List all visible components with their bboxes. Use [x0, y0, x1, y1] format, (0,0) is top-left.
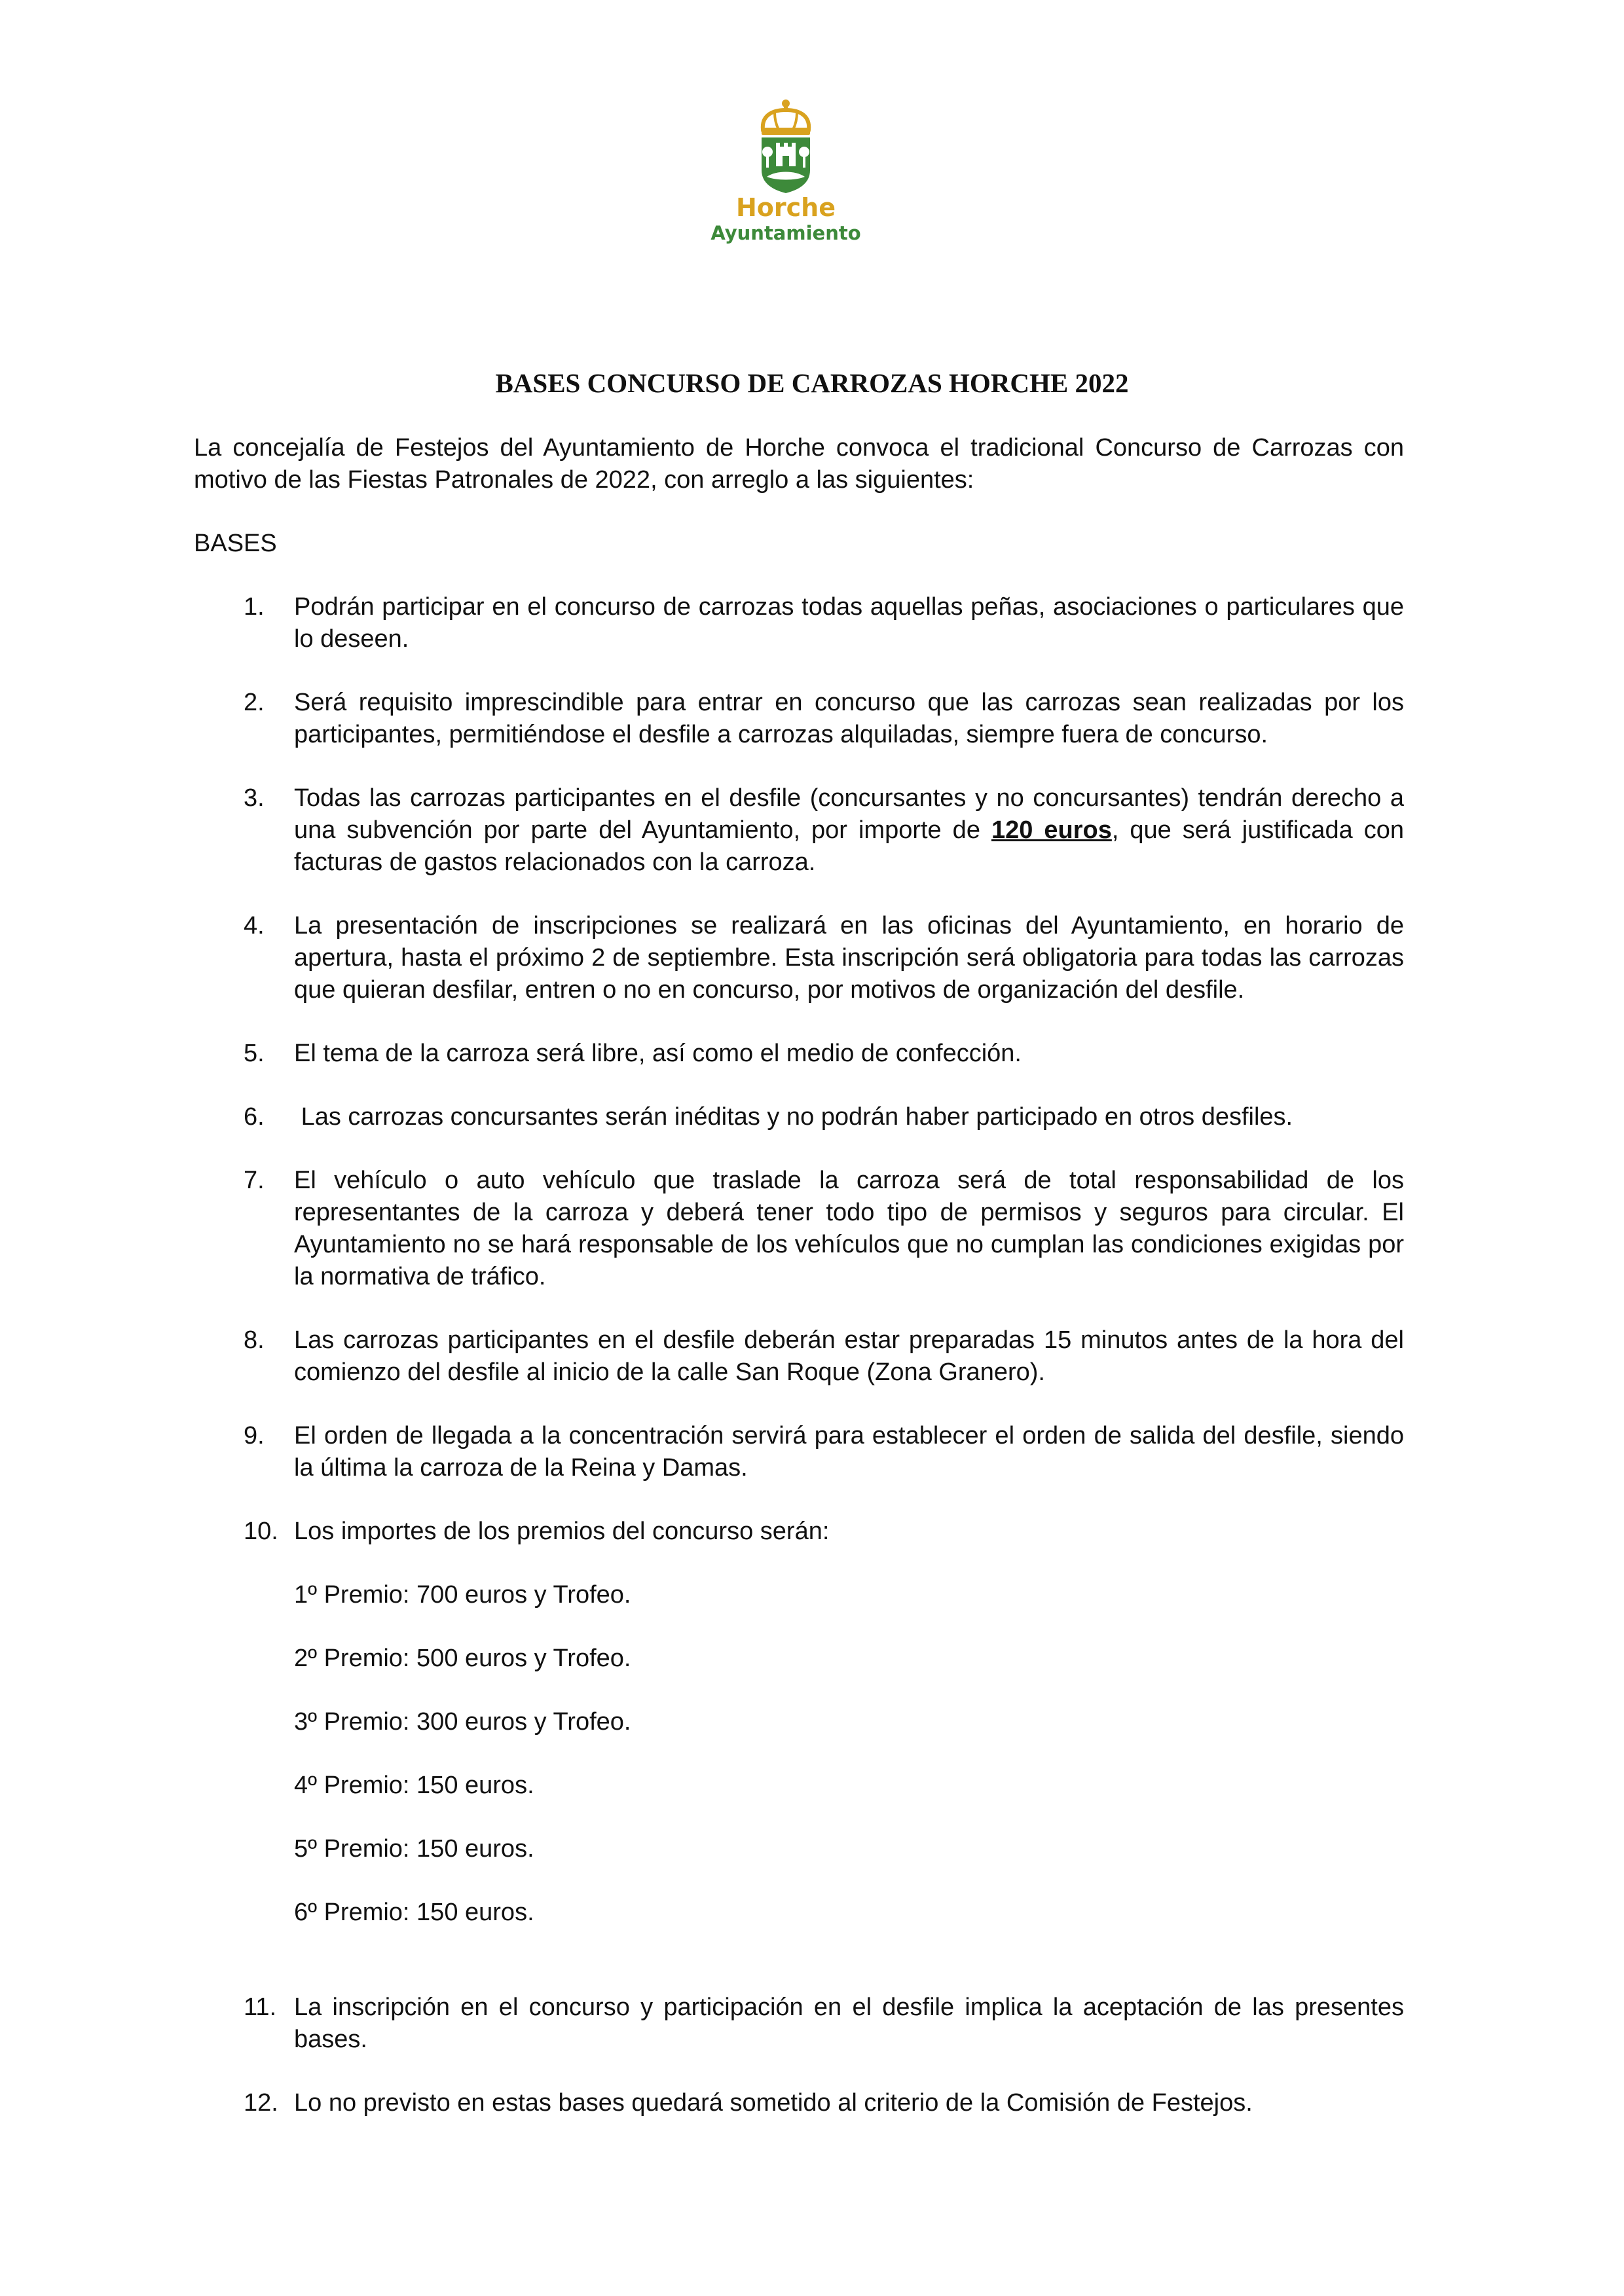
prize-item: 3º Premio: 300 euros y Trofeo. [294, 1708, 631, 1736]
rule-text: Todas las carrozas participantes en el desfile (concursantes y no concursantes) tendrán derecho a una subvención por parte del Ayuntamiento, por importe de [294, 784, 1404, 844]
rule-item-1 [194, 591, 1404, 655]
subsidy-amount: 120 euros [991, 816, 1112, 844]
rule-number: 10. [244, 1518, 278, 1545]
prizes-list [294, 1579, 1404, 1929]
rule-item-5 [194, 1038, 1404, 1070]
rule-number: 8. [244, 1326, 265, 1354]
rule-text: Lo no previsto en estas bases quedará sometido al criterio de la Comisión de Festejos. [294, 2089, 1253, 2117]
rule-item-10 [194, 1516, 1404, 1929]
rule-item-3 [194, 782, 1404, 879]
rule-item-11 [194, 1992, 1404, 2056]
rule-item-7 [194, 1165, 1404, 1293]
logo-name: Horche [736, 193, 836, 222]
rule-item-9 [194, 1420, 1404, 1484]
rule-number: 12. [244, 2089, 278, 2117]
rule-item-12 [194, 2087, 1404, 2119]
horche-logo [710, 98, 861, 249]
rule-text: El tema de la carroza será libre, así como el medio de confección. [294, 1040, 1022, 1067]
prize-item: 6º Premio: 150 euros. [294, 1899, 534, 1926]
rule-text: , que será justificada con facturas de gastos relacionados con la carroza. [294, 816, 1404, 876]
rule-item-4 [194, 910, 1404, 1006]
prize-item: 5º Premio: 150 euros. [294, 1835, 534, 1863]
rule-text: La presentación de inscripciones se realizará en las oficinas del Ayuntamiento, en horario de apertura, hasta el próximo 2 de septiembre. Esta inscripción será obligatoria para todas las carrozas que quieran desfilar, entren o no en concurso, por motivos de organización del desfile. [294, 912, 1404, 1004]
intro-paragraph: La concejalía de Festejos del Ayuntamiento de Horche convoca el tradicional Concurso de Carrozas con motivo de las Fiestas Patronales de 2022, con arreglo a las siguientes: [194, 434, 1404, 494]
logo-subtitle: Ayuntamiento [710, 222, 861, 244]
rule-number: 2. [244, 689, 265, 716]
prize-item: 1º Premio: 700 euros y Trofeo. [294, 1581, 631, 1609]
rule-item-6 [194, 1101, 1404, 1133]
bases-heading: BASES [194, 530, 277, 557]
rule-number: 9. [244, 1422, 265, 1449]
rule-text: El vehículo o auto vehículo que traslade la carroza será de total responsabilidad de los representantes de la carroza y deberá tener todo tipo de permisos y seguros para circular. El Ayuntamiento no se hará responsable de los vehículos que no cumplan las condiciones exigidas por la normativa de tráfico. [294, 1167, 1404, 1290]
document-body [194, 432, 1404, 2151]
rule-item-8 [194, 1324, 1404, 1389]
rule-text: Los importes de los premios del concurso serán: [294, 1518, 830, 1545]
coat-of-arms-icon [710, 98, 861, 196]
rule-number: 6. [244, 1103, 265, 1131]
rule-text: El orden de llegada a la concentración servirá para establecer el orden de salida del desfile, siendo la última la carroza de la Reina y Damas. [294, 1422, 1404, 1482]
rule-text: Será requisito imprescindible para entrar en concurso que las carrozas sean realizadas por los participantes, permitiéndose el desfile a carrozas alquiladas, siempre fuera de concurso. [294, 689, 1404, 748]
document-title: BASES CONCURSO DE CARROZAS HORCHE 2022 [495, 368, 1129, 398]
rule-text: La inscripción en el concurso y participación en el desfile implica la aceptación de las presentes bases. [294, 1994, 1404, 2053]
rule-text: Las carrozas participantes en el desfile deberán estar preparadas 15 minutos antes de la hora del comienzo del desfile al inicio de la calle San Roque (Zona Granero). [294, 1326, 1404, 1386]
rule-item-2 [194, 687, 1404, 751]
prize-item: 2º Premio: 500 euros y Trofeo. [294, 1645, 631, 1672]
rule-number: 1. [244, 593, 265, 621]
rule-number: 11. [244, 1994, 277, 2021]
rule-number: 4. [244, 912, 265, 939]
rules-list [194, 591, 1404, 2119]
rule-number: 7. [244, 1167, 265, 1194]
prize-item: 4º Premio: 150 euros. [294, 1772, 534, 1799]
rule-text: Podrán participar en el concurso de carrozas todas aquellas peñas, asociaciones o particulares que lo deseen. [294, 593, 1404, 653]
rule-text: Las carrozas concursantes serán inéditas y no podrán haber participado en otros desfiles. [294, 1103, 1293, 1131]
rule-number: 5. [244, 1040, 265, 1067]
rule-number: 3. [244, 784, 265, 812]
